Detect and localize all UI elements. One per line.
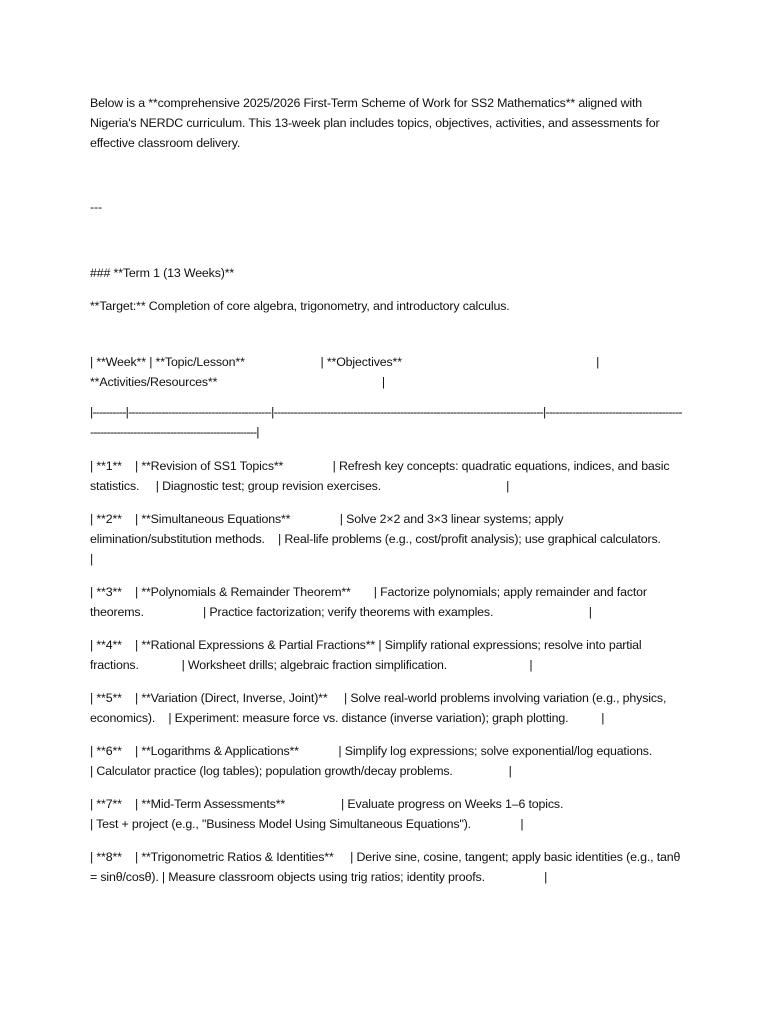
table-row-week-1: | **1** | **Revision of SS1 Topics** | Refresh key concepts: quadratic equations, indices, and basic statistics. | Diagnostic test; group revision exercises. |: [90, 459, 673, 493]
target-line: **Target:** Completion of core algebra, trigonometry, and introductory calculus.: [90, 299, 510, 313]
intro-paragraph: Below is a **comprehensive 2025/2026 First-Term Scheme of Work for SS2 Mathematics** aligned with Nigeria's NERDC curriculum. This 13-week plan includes topics, objectives, activities, and assessments for effective classroom delivery.: [90, 96, 663, 150]
table-row-week-7: | **7** | **Mid-Term Assessments** | Evaluate progress on Weeks 1–6 topics. | Test + project (e.g., "Business Model Using Simultaneous Equations"). |: [90, 797, 695, 831]
table-row-week-8: | **8** | **Trigonometric Ratios & Identities** | Derive sine, cosine, tangent; apply basic identities (e.g., tanθ = sinθ/cosθ). | Measure classroom objects using trig ratios; identity proofs. |: [90, 850, 684, 884]
document-body: [90, 93, 715, 900]
table-row-week-2: | **2** | **Simultaneous Equations** | Solve 2×2 and 3×3 linear systems; apply elimination/substitution methods. | Real-life problems (e.g., cost/profit analysis); use graphical calculators. |: [90, 512, 701, 566]
table-row-week-6: | **6** | **Logarithms & Applications** | Simplify log expressions; solve exponential/log equations. | Calculator practice (log tables); population growth/decay problems. |: [90, 744, 715, 778]
table-separator-row: |----------|-------------------------------------------|---------------------------------------------------------------------------------|-------------------------------------------------------------------------------------------|: [90, 405, 682, 439]
table-header-row: | **Week** | **Topic/Lesson** | **Objectives** | **Activities/Resources** |: [90, 355, 603, 389]
term-heading: ### **Term 1 (13 Weeks)**: [90, 266, 235, 280]
table-row-week-5: | **5** | **Variation (Direct, Inverse, Joint)** | Solve real-world problems involving variation (e.g., physics, economics). | Experiment: measure force vs. distance (inverse variation); graph plotting. |: [90, 691, 670, 725]
horizontal-rule-markdown: ---: [90, 200, 102, 214]
table-row-week-4: | **4** | **Rational Expressions & Partial Fractions** | Simplify rational expressions; resolve into partial fractions. | Worksheet drills; algebraic fraction simplification. |: [90, 638, 645, 672]
table-row-week-3: | **3** | **Polynomials & Remainder Theorem** | Factorize polynomials; apply remainder and factor theorems. | Practice factorization; verify theorems with examples. |: [90, 585, 651, 619]
